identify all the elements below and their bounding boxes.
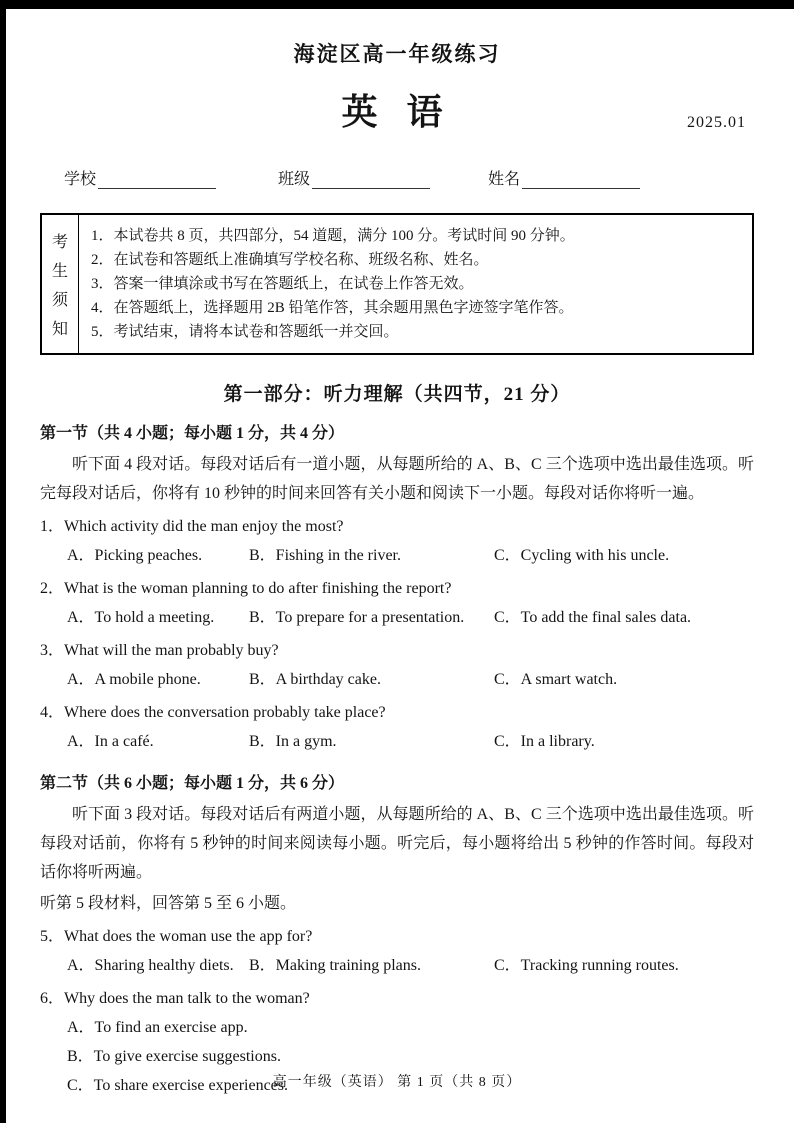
question-options — [40, 541, 754, 570]
option-a: A．A mobile phone. — [67, 671, 201, 688]
question-text: 3．What will the man probably buy? — [40, 642, 279, 659]
page-footer: 高一年级（英语） 第 1 页（共 8 页） — [272, 1075, 522, 1090]
section1-intro: 听下面 4 段对话。每段对话后有一道小题，从每题所给的 A、B、C 三个选项中选出最佳选项。听完每段对话后，你将有 10 秒钟的时间来回答有关小题和阅读下一小题。每段对话你将听一遍。 — [40, 456, 754, 502]
question-options — [40, 951, 754, 980]
exam-header-title: 海淀区高一年级练习 — [293, 42, 501, 66]
subject-row — [40, 84, 754, 134]
school-blank-line — [98, 169, 216, 189]
option-b: B．In a gym. — [249, 733, 337, 750]
notice-side-char: 须 — [51, 292, 68, 309]
question-options — [40, 665, 754, 694]
name-field — [488, 166, 640, 189]
question-5 — [40, 922, 754, 980]
subject-title: 英 语 — [341, 92, 453, 132]
notice-item: 1．本试卷共 8 页，共四部分，54 道题，满分 100 分。考试时间 90 分钟。 — [91, 228, 575, 244]
notice-item: 2．在试卷和答题纸上准确填写学校名称、班级名称、姓名。 — [91, 252, 489, 268]
question-options — [40, 727, 754, 756]
question-text: 6．Why does the man talk to the woman? — [40, 990, 310, 1007]
option-c: C．Cycling with his uncle. — [494, 547, 670, 564]
notice-list — [79, 215, 752, 353]
material-note: 听第 5 段材料，回答第 5 至 6 小题。 — [40, 895, 297, 912]
question-text: 1．Which activity did the man enjoy the most? — [40, 518, 344, 535]
question-text: 4．Where does the conversation probably take place? — [40, 704, 386, 721]
section2-heading: 第二节（共 6 小题；每小题 1 分，共 6 分） — [40, 775, 345, 792]
option-a: A．Picking peaches. — [67, 547, 203, 564]
class-field — [278, 166, 430, 189]
option-b: B．Making training plans. — [249, 957, 421, 974]
question-text: 2．What is the woman planning to do after finishing the report? — [40, 580, 452, 597]
question-text: 5．What does the woman use the app for? — [40, 928, 313, 945]
student-info-row — [40, 166, 754, 189]
notice-side-char: 考 — [51, 234, 68, 251]
class-label: 班级 — [278, 171, 311, 188]
question-2 — [40, 574, 754, 632]
option-b: B．To prepare for a presentation. — [249, 609, 465, 626]
section2-intro: 听下面 3 段对话。每段对话后有两道小题，从每题所给的 A、B、C 三个选项中选出最佳选项。听每段对话前，你将有 5 秒钟的时间来阅读每小题。听完后，每小题将给出 5 秒钟的作答时间。每段对话你将听两遍。 — [40, 806, 754, 881]
question-4 — [40, 698, 754, 756]
school-label: 学校 — [64, 171, 97, 188]
notice-side-label — [42, 215, 79, 353]
option-c: C．A smart watch. — [494, 671, 618, 688]
notice-item: 4．在答题纸上，选择题用 2B 铅笔作答，其余题用黑色字迹签字笔作答。 — [91, 300, 574, 316]
option-c: C．To add the final sales data. — [494, 609, 692, 626]
question-options — [40, 603, 754, 632]
option-b: B．A birthday cake. — [249, 671, 381, 688]
question-1 — [40, 512, 754, 570]
notice-item: 5．考试结束，请将本试卷和答题纸一并交回。 — [91, 324, 399, 340]
option-a: A．In a café. — [67, 733, 154, 750]
exam-date: 2025.01 — [687, 114, 746, 131]
scan-artifact-top-bar — [0, 0, 794, 9]
option-c: C．Tracking running routes. — [494, 957, 679, 974]
option-a: A．To hold a meeting. — [67, 609, 215, 626]
notice-item: 3．答案一律填涂或书写在答题纸上，在试卷上作答无效。 — [91, 276, 474, 292]
part1-heading: 第一部分：听力理解（共四节，21 分） — [223, 384, 571, 405]
class-blank-line — [312, 169, 430, 189]
name-blank-line — [522, 169, 640, 189]
option-c: C．In a library. — [494, 733, 595, 750]
examinee-notice-box — [40, 213, 754, 355]
scan-artifact-left-bar — [0, 0, 6, 1123]
notice-side-char: 知 — [51, 321, 68, 338]
school-field — [64, 166, 216, 189]
name-label: 姓名 — [488, 171, 521, 188]
option-a: A．To find an exercise app. — [67, 1019, 248, 1036]
option-b: B．To give exercise suggestions. — [67, 1048, 281, 1065]
section1-heading: 第一节（共 4 小题；每小题 1 分，共 4 分） — [40, 425, 345, 442]
notice-side-char: 生 — [51, 263, 68, 280]
question-3 — [40, 636, 754, 694]
option-c: C．To share exercise experiences. — [67, 1077, 289, 1094]
option-b: B．Fishing in the river. — [249, 547, 402, 564]
option-a: A．Sharing healthy diets. — [67, 957, 234, 974]
